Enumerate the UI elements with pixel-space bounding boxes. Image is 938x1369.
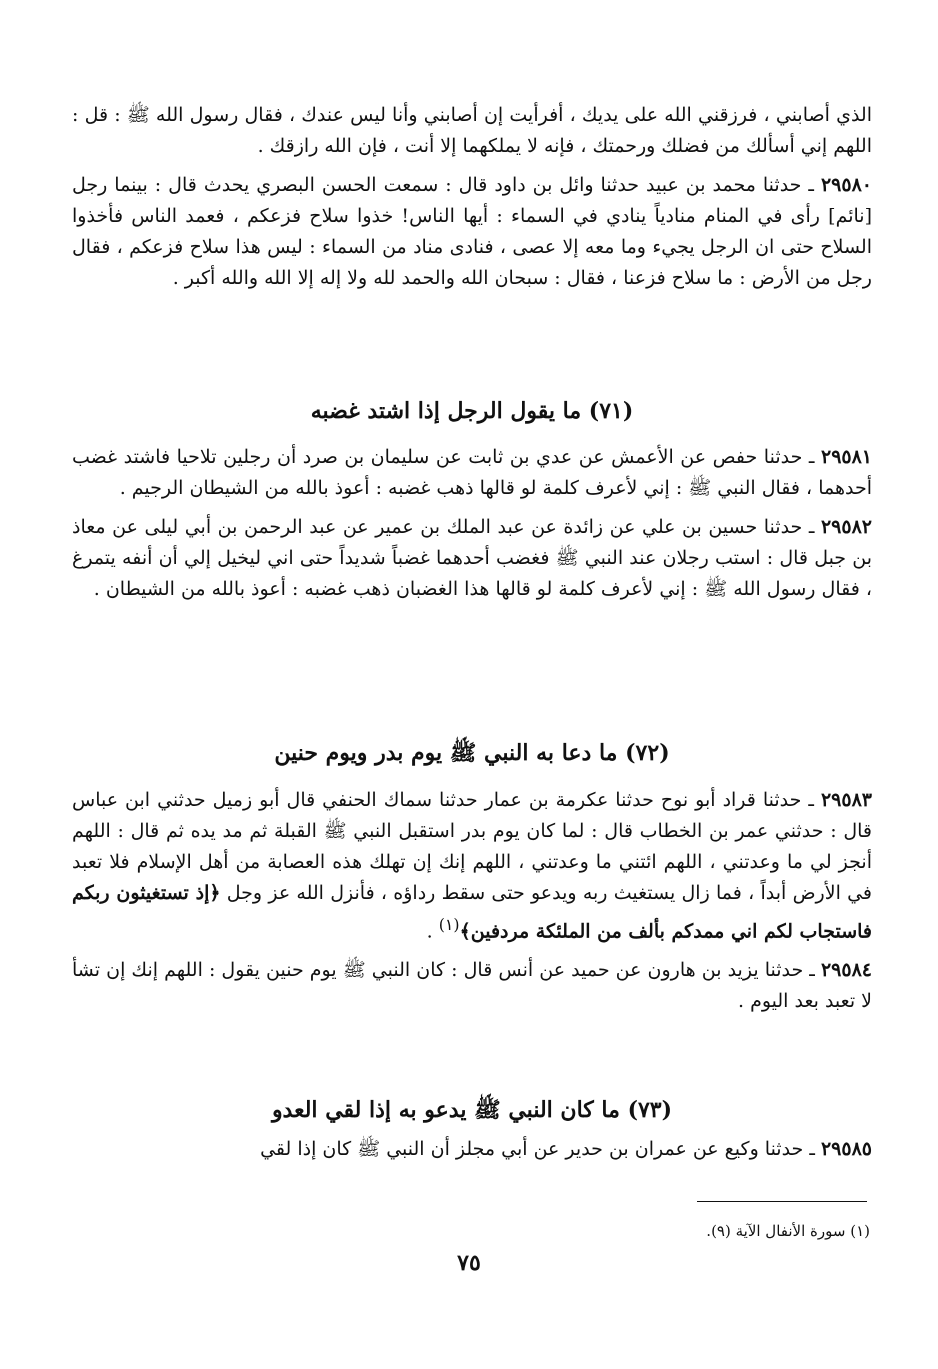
hadith-number: ٢٩٥٨٥ <box>820 1138 872 1160</box>
chapter-heading-72: (٧٢) ما دعا به النبي ﷺ يوم بدر ويوم حنين <box>274 740 670 766</box>
hadith-number: ٢٩٥٨٠ <box>820 174 872 196</box>
footnote: (١) سورة الأنفال الآية (٩). <box>706 1222 870 1240</box>
hadith-29585 <box>72 1134 872 1165</box>
hadith-text: ـ حدثنا محمد بن عبيد حدثنا وائل بن داود قال : سمعت الحسن البصري يحدث قال : بينما رجل [نائم] رأى في المنام منادياً ينادي في السماء : أيها الناس! خذوا سلاح فزعكم ، فعمد الناس فأخذوا السلاح حتى ان الرجل يجيء وما معه إلا عصى ، فنادى مناد من السماء : ليس هذا سلاح فزعكم ، فقال رجل من الأرض : ما سلاح فزعنا ، فقال : سبحان الله والحمد لله ولا إله إلا الله والله أكبر . <box>72 174 872 289</box>
text-section-top <box>72 100 872 294</box>
page-number: ٧٥ <box>457 1250 481 1276</box>
hadith-text: ـ حدثنا قراد أبو نوح حدثنا عكرمة بن عمار حدثنا سماك الحنفي قال أبو زميل حدثني ابن عباس قال : حدثني عمر بن الخطاب قال : لما كان يوم بدر استقبل النبي ﷺ القبلة ثم مد يده ثم قال : اللهم أنجز لي ما وعدتني ، اللهم ائتني ما وعدتني ، اللهم إنك إن تهلك هذه العصابة من أهل الإسلام فلا تعبد في الأرض أبداً ، فما زال يستغيث ربه ويدعو حتى سقط رداؤه ، فأنزل الله عز وجل <box>72 789 873 904</box>
hadith-text: ـ حدثنا حسين بن علي عن زائدة عن عبد الملك بن عمير عن عبد الرحمن بن أبي ليلى عن معاذ بن جبل قال : استب رجلان عند النبي ﷺ فغضب أحدهما غضباً شديداً حتى اني ليخيل إلي أن أنفه يتمرغ ، فقال رسول الله ﷺ : إني لأعرف كلمة لو قالها هذا الغضبان ذهب غضبه : أعوذ بالله من الشيطان . <box>72 516 872 600</box>
hadith-29582 <box>72 512 872 605</box>
hadith-text: ـ حدثنا يزيد بن هارون عن حميد عن أنس قال : كان النبي ﷺ يوم حنين يقول : اللهم إنك إن تشأ لا تعبد بعد اليوم . <box>72 959 872 1013</box>
quran-verse: ﴿إذ تستغيثون ربكم فاستجاب لكم اني ممدكم بألف من الملئكة مردفين﴾ <box>72 882 872 943</box>
hadith-text: ـ حدثنا وكيع عن عمران بن حدير عن أبي مجلز أن النبي ﷺ كان إذا لقي <box>260 1138 815 1160</box>
text-section-73 <box>72 1134 872 1165</box>
hadith-number: ٢٩٥٨٢ <box>820 516 872 538</box>
continuation-paragraph: الذي أصابني ، فرزقني الله على يديك ، أفرأيت إن أصابني وأنا ليس عندك ، فقال رسول الله ﷺ : قل : اللهم إني أسألك من فضلك ورحمتك ، فإنه لا يملكهما إلا أنت ، فإن الله رازقك . <box>72 104 872 157</box>
hadith-number: ٢٩٥٨٣ <box>820 789 872 811</box>
hadith-end: . <box>426 920 439 943</box>
hadith-29583 <box>72 785 872 947</box>
hadith-number: ٢٩٥٨٤ <box>820 959 872 982</box>
hadith-29584 <box>72 955 872 1017</box>
hadith-29580 <box>72 170 872 294</box>
footnote-divider <box>697 1201 867 1202</box>
hadith-number: ٢٩٥٨١ <box>820 446 873 468</box>
text-section-72 <box>72 785 872 1017</box>
text-section-71 <box>72 442 872 605</box>
hadith-29581 <box>72 442 872 504</box>
chapter-heading-73: (٧٣) ما كان النبي ﷺ يدعو به إذا لقي العدو <box>271 1097 673 1123</box>
hadith-text: ـ حدثنا حفص عن الأعمش عن عدي بن ثابت عن سليمان بن صرد أن رجلين تلاحيا فاشتد غضب أحدهما ، فقال النبي ﷺ : إني لأعرف كلمة لو قالها ذهب غضبه : أعوذ بالله من الشيطان الرجيم . <box>72 446 872 499</box>
chapter-heading-71: (٧١) ما يقول الرجل إذا اشتد غضبه <box>310 398 634 424</box>
footnote-ref: (١) <box>438 915 460 934</box>
